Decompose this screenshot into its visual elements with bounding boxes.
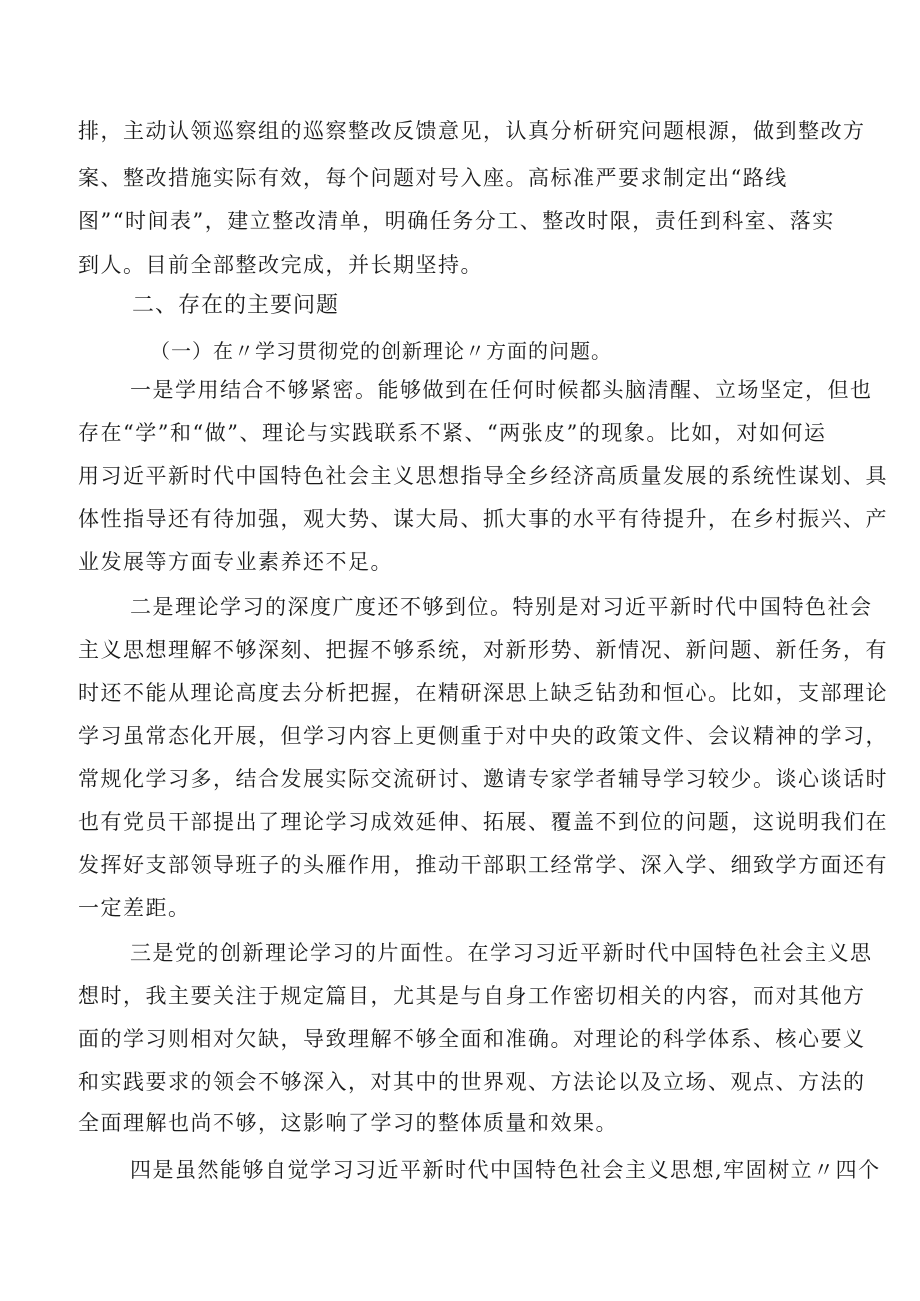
text-line: 常规化学习多，结合发展实际交流研讨、邀请专家学者辅导学习较少。谈心谈话时 (78, 767, 888, 791)
text-line: 排，主动认领巡察组的巡察整改反馈意见，认真分析研究问题根源，做到整改方 (78, 119, 866, 143)
text-line: 面的学习则相对欠缺，导致理解不够全面和准确。对理论的科学体系、核心要义 (78, 1027, 866, 1051)
text-line: 发挥好支部领导班子的头雁作用，推动干部职工经常学、深入学、细致学方面还有 (78, 853, 888, 877)
text-line: 体性指导还有待加强，观大势、谋大局、抓大事的水平有待提升，在乡村振兴、产 (78, 507, 888, 531)
text-line: 也有党员干部提出了理论学习成效延伸、拓展、覆盖不到位的问题，这说明我们在 (78, 810, 888, 834)
text-line: 三是党的创新理论学习的片面性。在学习习近平新时代中国特色社会主义思 (130, 941, 873, 965)
text-line: 时还不能从理论高度去分析把握，在精研深思上缺乏钻劲和恒心。比如，支部理论 (78, 681, 888, 705)
section-heading: 二、存在的主要问题 (132, 293, 340, 318)
subsection-heading: （一）在〃学习贯彻党的创新理论〃方面的问题。 (150, 339, 612, 363)
text-line: 一定差距。 (78, 896, 191, 920)
text-line: 案、整改措施实际有效，每个问题对号入座。高标准严要求制定出“路线 (78, 166, 788, 190)
text-line: 全面理解也尚不够，这影响了学习的整体质量和效果。 (78, 1111, 618, 1135)
text-line: 主义思想理解不够深刻、把握不够系统，对新形势、新情况、新问题、新任务，有 (78, 638, 888, 662)
text-line: 想时，我主要关注于规定篇目，尤其是与自身工作密切相关的内容，而对其他方 (78, 984, 866, 1008)
text-line: 一是学用结合不够紧密。能够做到在任何时候都头脑清醒、立场坚定，但也 (130, 378, 873, 402)
text-line: 到人。目前全部整改完成，并长期坚持。 (78, 253, 483, 277)
text-line: 和实践要求的领会不够深入，对其中的世界观、方法论以及立场、观点、方法的 (78, 1070, 866, 1094)
text-line: 用习近平新时代中国特色社会主义思想指导全乡经济高质量发展的系统性谋划、具 (78, 464, 888, 488)
text-line: 四是虽然能够自觉学习习近平新时代中国特色社会主义思想,牢固树立〃四个 (130, 1158, 881, 1182)
text-line: 存在“学”和“做”、理论与实践联系不紧、“两张皮”的现象。比如，对如何运 (78, 421, 827, 445)
text-line: 二是理论学习的深度广度还不够到位。特别是对习近平新时代中国特色社会 (130, 595, 873, 619)
text-line: 图”“时间表”，建立整改清单，明确任务分工、整改时限，责任到科室、落实 (78, 209, 835, 233)
text-line: 学习虽常态化开展，但学习内容上更侧重于对中央的政策文件、会议精神的学习， (78, 724, 888, 748)
text-line: 业发展等方面专业素养还不足。 (78, 550, 393, 574)
